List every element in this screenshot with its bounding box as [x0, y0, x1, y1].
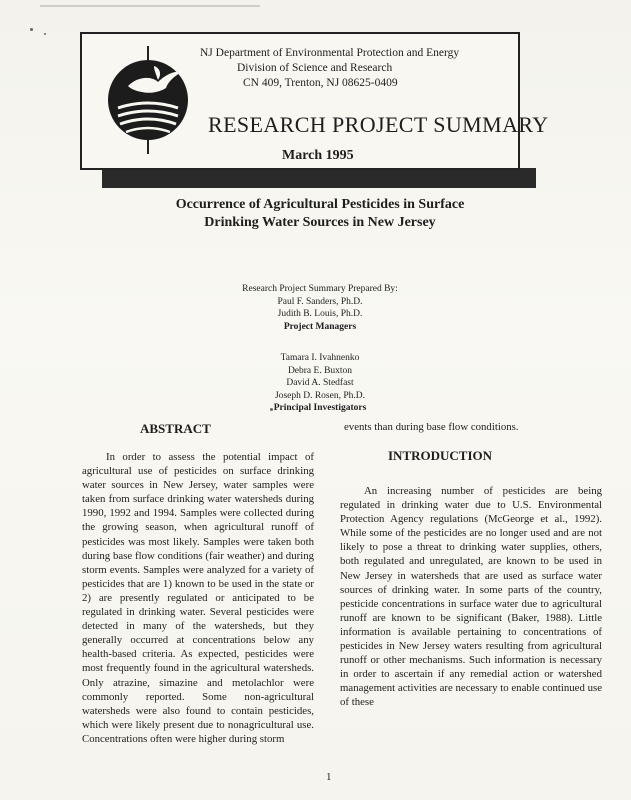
investigator-name: Debra E. Buxton	[287, 365, 353, 376]
investigator-name: Tamara I. Ivahnenko	[280, 353, 360, 363]
page-number: 1	[326, 771, 332, 783]
investigator-name: Joseph D. Rosen, Ph.D.	[275, 390, 365, 401]
abstract-column	[82, 450, 314, 746]
investigators-block	[200, 352, 440, 415]
document-title-line: Drinking Water Sources in New Jersey	[204, 215, 436, 230]
scan-speck	[44, 33, 46, 35]
introduction-heading: INTRODUCTION	[388, 448, 493, 463]
publication-date: March 1995	[282, 148, 354, 163]
agency-address: CN 409, Trenton, NJ 08625-0409	[243, 77, 398, 89]
summary-title: RESEARCH PROJECT SUMMARY	[208, 112, 549, 137]
managers-role: Project Managers	[283, 321, 357, 332]
investigator-name: David A. Stedfast	[286, 378, 354, 388]
agency-division: Division of Science and Research	[237, 62, 393, 74]
abstract-continuation: events than during base flow conditions.	[344, 421, 519, 433]
prepared-by-block	[180, 283, 460, 333]
scan-speck	[30, 28, 33, 31]
agency-name: NJ Department of Environmental Protection and Energy	[200, 47, 460, 59]
header-shadow	[102, 168, 536, 188]
njdep-logo-icon	[104, 46, 194, 154]
manager-name: Paul F. Sanders, Ph.D.	[277, 296, 363, 307]
introduction-paragraph: An increasing number of pesticides are being regulated in drinking water due to U.S. Environmental Protection Agency regulations (McGeorge et al., 1992). While some of the pesticides are no longer used and are not likely to pose a threat to drinking water supplies, others, both regulated and unregulated, are known to be used in New Jersey in watersheds that are used as surface water sources of drinking water. In some parts of the country, pesticide concentrations in surface water due to agricultural runoff are known to be significant (Baker, 1988). Little information is available pertaining to concentrations of pesticides in New Jersey waters resulting from agricultural runoff or other mechanisms. Such information is necessary in order to ascertain if any remedial action or watershed management activities are necessary to enable continued use of these	[340, 485, 602, 709]
document-title-line: Occurrence of Agricultural Pesticides in Surface	[175, 197, 465, 212]
manager-name: Judith B. Louis, Ph.D.	[277, 309, 363, 319]
agency-info	[200, 46, 510, 91]
document-title	[130, 196, 510, 232]
abstract-paragraph: In order to assess the potential impact of agricultural use of pesticides on surface drinking water sources in New Jersey, water samples were taken from surface drinking water watersheds during 1990, 1992 and 1994. Samples were collected during the growing season, when agricultural runoff of pesticides was most likely. Samples were taken both during base flow conditions (fair weather) and during storm events. Samples were analyzed for a variety of pesticides that are 1) known to be used in the state or 2) are presently regulated or anticipated to be regulated in drinking water. Several pesticides were detected in many of the watersheds, but they generally occurred at concentrations below any health-based criteria. As expected, pesticides were most frequently found in the agricultural watersheds. Only atrazine, simazine and metolachlor were commonly reported. Some non-agricultural watersheds were also found to contain pesticides, which were likely present due to nonagricultural use. Concentrations often were higher during storm	[82, 451, 314, 745]
prepared-by-label: Research Project Summary Prepared By:	[242, 284, 398, 294]
scan-artifact	[40, 5, 260, 7]
introduction-column	[340, 484, 602, 710]
abstract-heading: ABSTRACT	[140, 421, 211, 436]
investigators-role: Principal Investigators	[273, 403, 367, 413]
